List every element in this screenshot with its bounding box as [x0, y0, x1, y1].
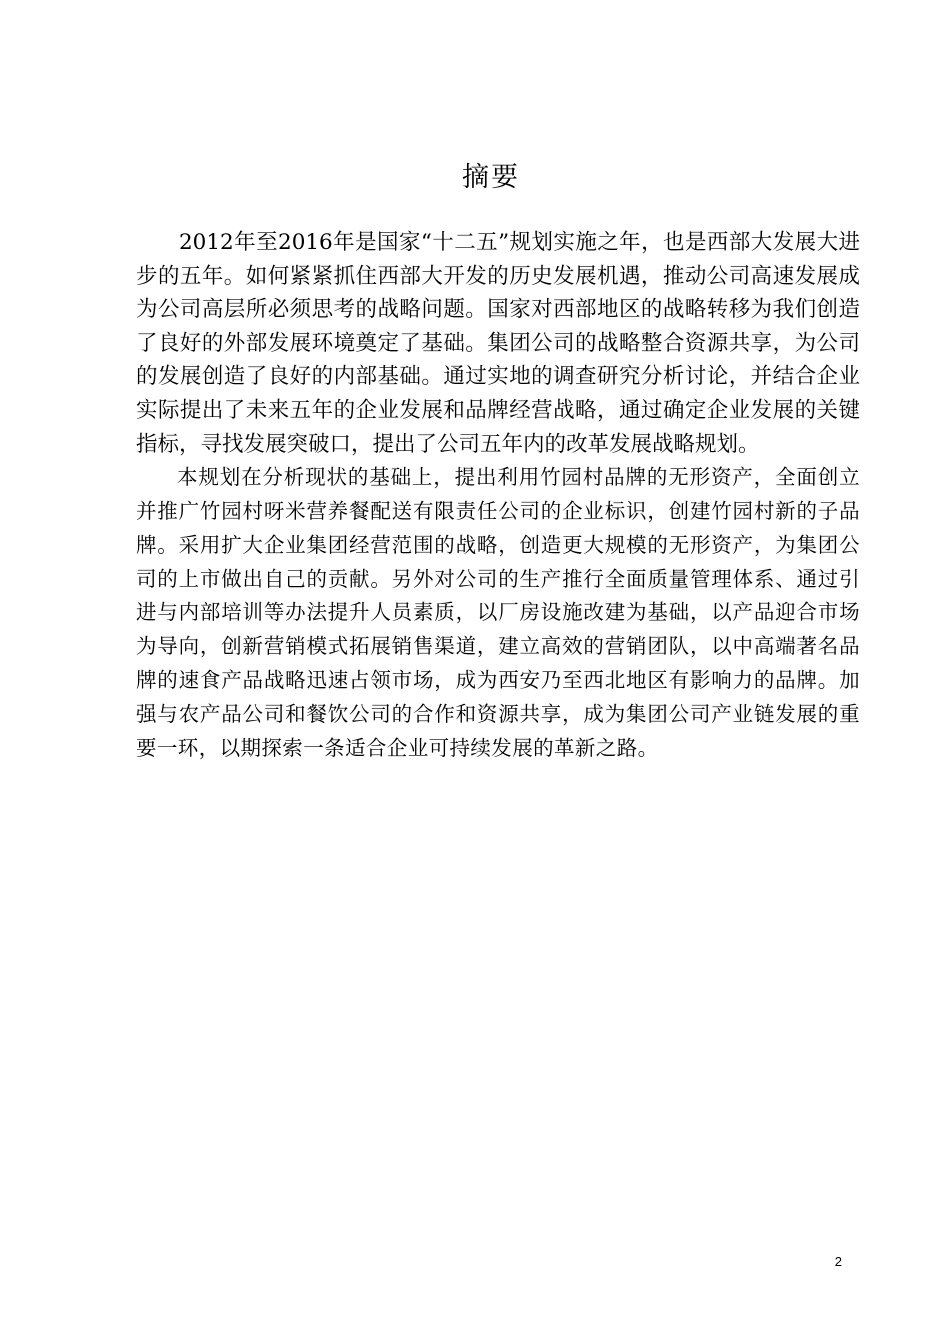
page-title: 摘要 [462, 162, 520, 193]
body-text [136, 226, 860, 765]
paragraph-2: 本规划在分析现状的基础上，提出利用竹园村品牌的无形资产，全面创立并推广竹园村呀米营养餐配送有限责任公司的企业标识，创建竹园村新的子品牌。采用扩大企业集团经营范围的战略，创造更大规模的无形资产，为集团公司的上市做出自己的贡献。另外对公司的生产推行全面质量管理体系、通过引进与内部培训等办法提升人员素质，以厂房设施改建为基础，以产品迎合市场为导向，创新营销模式拓展销售渠道，建立高效的营销团队，以中高端著名品牌的速食产品战略迅速占领市场，成为西安乃至西北地区有影响力的品牌。加强与农产品公司和餐饮公司的合作和资源共享，成为集团公司产业链发展的重要一环，以期探索一条适合企业可持续发展的革新之路。 [136, 465, 860, 760]
page-number: 2 [834, 1254, 842, 1269]
paragraph-1: 2012年至2016年是国家“十二五”规划实施之年，也是西部大发展大进步的五年。如何紧紧抓住西部大开发的历史发展机遇，推动公司高速发展成为公司高层所必须思考的战略问题。国家对西部地区的战略转移为我们创造了良好的外部发展环境奠定了基础。集团公司的战略整合资源共享，为公司的发展创造了良好的内部基础。通过实地的调查研究分析讨论，并结合企业实际提出了未来五年的企业发展和品牌经营战略，通过确定企业发展的关键指标，寻找发展突破口，提出了公司五年内的改革发展战略规划。 [136, 230, 860, 457]
